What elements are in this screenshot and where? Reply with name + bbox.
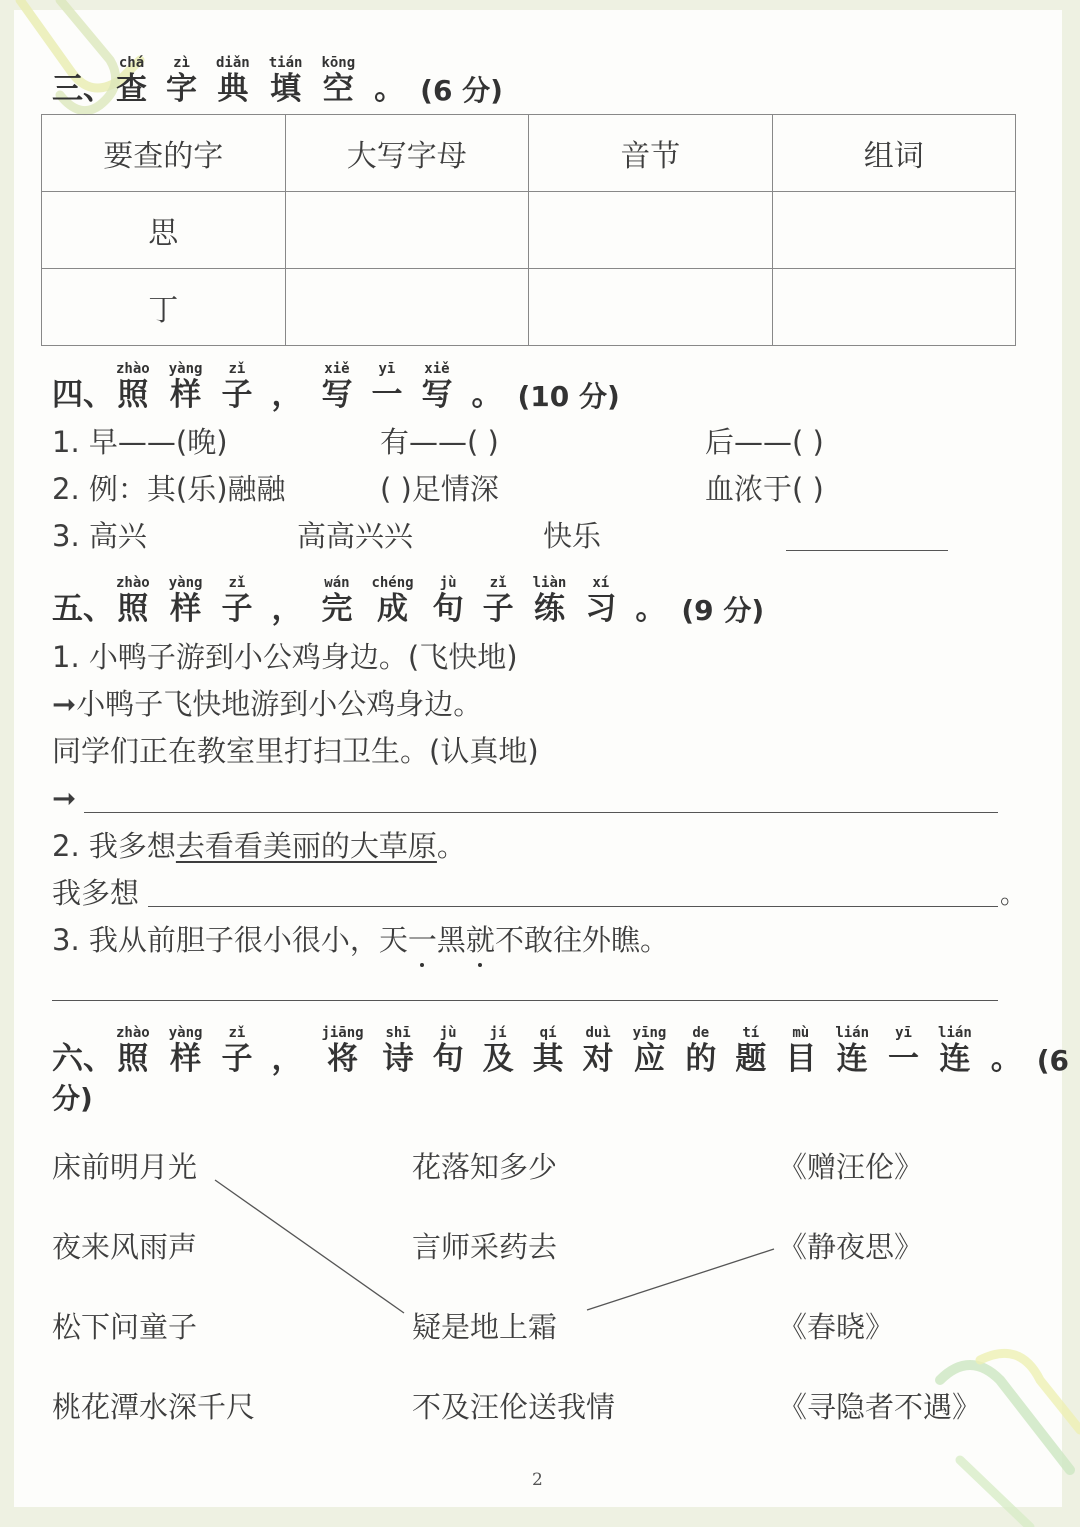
- heading-char: [271, 576, 302, 625]
- pinyin: jiāng: [321, 1025, 364, 1041]
- q2-suffix: 。: [436, 829, 466, 863]
- q3-dotted-char: 一: [407, 923, 437, 957]
- poem-title-4[interactable]: 《寻隐者不遇》: [778, 1390, 982, 1424]
- heading-char: [371, 576, 413, 625]
- heading-char: [169, 362, 203, 411]
- heading-characters: [116, 56, 424, 105]
- answer-cell[interactable]: [285, 192, 529, 269]
- section-number: 三、: [52, 71, 114, 107]
- poem-title-2[interactable]: 《静夜思》: [778, 1230, 924, 1264]
- s5-answer-line-2[interactable]: [148, 906, 998, 907]
- heading-char: [374, 56, 405, 105]
- heading-char: [583, 1026, 614, 1075]
- heading-char: [116, 1026, 150, 1075]
- heading-char: [991, 1026, 1022, 1075]
- pinyin: zǐ: [228, 1025, 246, 1041]
- heading-char: [471, 362, 502, 411]
- hanzi: 连: [939, 1041, 971, 1077]
- heading-char: [735, 1026, 766, 1075]
- pinyin: zǐ: [489, 575, 507, 591]
- hanzi: 。: [471, 377, 503, 413]
- heading-char: [483, 576, 514, 625]
- s5-answer-line-1[interactable]: [84, 812, 998, 813]
- heading-char: [483, 1026, 514, 1075]
- header-cell: 大写字母: [285, 115, 529, 192]
- heading-char: [221, 362, 252, 411]
- section-5-heading: [52, 576, 764, 625]
- pinyin: shī: [385, 1025, 411, 1041]
- s4-item-1c[interactable]: 后——( ): [705, 425, 824, 459]
- hanzi: ，: [271, 591, 303, 627]
- pinyin: zì: [173, 55, 190, 71]
- hanzi: 诗: [382, 1041, 414, 1077]
- poem-title-1[interactable]: 《赠汪伦》: [778, 1150, 924, 1184]
- s4-item-1a: 1. 早——(晚): [52, 425, 228, 459]
- heading-char: [635, 576, 666, 625]
- hanzi: 一: [888, 1041, 920, 1077]
- section-score: (9 分): [681, 594, 765, 627]
- s4-item-3b: 高高兴兴: [297, 519, 414, 553]
- heading-char: [321, 1026, 363, 1075]
- s5-q2-answer-prefix: 我多想: [52, 876, 140, 910]
- s4-answer-blank[interactable]: [786, 550, 948, 551]
- section-6-score-wrap: 分): [52, 1082, 93, 1115]
- hanzi: 照: [117, 1041, 149, 1077]
- answer-cell[interactable]: [772, 192, 1016, 269]
- table-cell: 思: [42, 192, 286, 269]
- pinyin: yàng: [168, 575, 203, 591]
- section-number: 六、: [52, 1041, 114, 1077]
- pinyin: de: [692, 1025, 710, 1041]
- hanzi: 应: [633, 1041, 665, 1077]
- hanzi: 其: [532, 1041, 564, 1077]
- poem-line-middle-3[interactable]: 疑是地上霜: [412, 1310, 558, 1344]
- answer-cell[interactable]: [772, 269, 1016, 346]
- hanzi: ，: [271, 377, 303, 413]
- heading-char: [533, 576, 567, 625]
- hanzi: 题: [735, 1041, 767, 1077]
- heading-char: [169, 576, 203, 625]
- heading-char: [321, 362, 352, 411]
- heading-char: [116, 576, 150, 625]
- hanzi: 空: [322, 71, 354, 107]
- hanzi: ，: [271, 1041, 303, 1077]
- hanzi: 对: [582, 1041, 614, 1077]
- heading-char: [938, 1026, 972, 1075]
- section-6-heading: [52, 1026, 1069, 1075]
- s4-item-2c[interactable]: 血浓于( ): [705, 472, 824, 506]
- heading-char: [116, 362, 150, 411]
- hanzi: 。: [374, 71, 406, 107]
- hanzi: 成: [377, 591, 409, 627]
- poem-line-left-4[interactable]: 桃花潭水深千尺: [52, 1390, 256, 1424]
- poem-title-3[interactable]: 《春晓》: [778, 1310, 895, 1344]
- header-cell: 音节: [529, 115, 773, 192]
- section-number: 五、: [52, 591, 114, 627]
- arrow-icon: ➞: [52, 781, 77, 815]
- pinyin: chéng: [371, 575, 414, 591]
- s4-item-3c: 快乐: [543, 519, 602, 553]
- hanzi: 将: [327, 1041, 359, 1077]
- section-3-heading: [52, 56, 503, 105]
- s5-question-3: [52, 923, 669, 957]
- q3-part-b: 黑: [436, 923, 466, 957]
- hanzi: 字: [166, 71, 197, 107]
- pinyin: jù: [439, 1025, 457, 1041]
- pinyin: zhào: [116, 575, 150, 591]
- heading-char: [269, 56, 303, 105]
- s4-item-2b[interactable]: ( )足情深: [380, 472, 499, 506]
- hanzi: 的: [685, 1041, 717, 1077]
- pinyin: liàn: [532, 575, 567, 591]
- heading-char: [785, 1026, 816, 1075]
- s4-item-1b[interactable]: 有——( ): [380, 425, 499, 459]
- hanzi: 一: [371, 377, 403, 413]
- heading-char: [271, 1026, 302, 1075]
- heading-char: [835, 1026, 869, 1075]
- q3-part-c: 不敢往外瞧。: [494, 923, 669, 957]
- hanzi: 样: [170, 1041, 202, 1077]
- s5-question-2: [52, 829, 466, 863]
- pinyin: tián: [268, 55, 303, 71]
- heading-char: [383, 1026, 414, 1075]
- pinyin: lián: [835, 1025, 870, 1041]
- hanzi: 习: [585, 591, 617, 627]
- dictionary-lookup-table: [41, 114, 1016, 346]
- heading-char: [321, 576, 352, 625]
- hanzi: 写: [321, 377, 353, 413]
- s4-item-3a: 3. 高兴: [52, 519, 147, 553]
- heading-char: [433, 1026, 464, 1075]
- section-number: 四、: [52, 377, 114, 413]
- heading-char: [166, 56, 197, 105]
- pinyin: jù: [439, 575, 457, 591]
- s5-answer-line-3[interactable]: [52, 1000, 998, 1001]
- hanzi: 子: [482, 591, 514, 627]
- heading-char: [533, 1026, 564, 1075]
- pinyin: xí: [592, 575, 610, 591]
- hanzi: 及: [482, 1041, 514, 1077]
- pinyin: yī: [895, 1025, 912, 1041]
- answer-cell[interactable]: [529, 192, 773, 269]
- pinyin: yàng: [168, 1025, 203, 1041]
- hanzi: 样: [170, 591, 202, 627]
- s5-example-answer: ➞小鸭子飞快地游到小公鸡身边。: [52, 687, 483, 721]
- pinyin: yīng: [632, 1025, 667, 1041]
- hanzi: 照: [117, 591, 149, 627]
- hanzi: 查: [116, 71, 147, 107]
- section-score: (6: [1036, 1044, 1070, 1077]
- hanzi: 句: [432, 1041, 464, 1077]
- heading-char: [116, 56, 147, 105]
- q3-part-a: 3. 我从前胆子很小很小，天: [52, 923, 408, 957]
- poem-line-left-2[interactable]: 夜来风雨声: [52, 1230, 198, 1264]
- pinyin: kōng: [321, 55, 356, 71]
- hanzi: 完: [321, 591, 353, 627]
- poem-line-middle-1[interactable]: 花落知多少: [412, 1150, 558, 1184]
- heading-char: [321, 56, 355, 105]
- pinyin: lián: [938, 1025, 972, 1041]
- hanzi: 。: [635, 591, 667, 627]
- heading-char: [585, 576, 616, 625]
- table-cell: 丁: [42, 269, 286, 346]
- table-row: [42, 269, 1016, 346]
- hanzi: 写: [421, 377, 453, 413]
- pinyin: zhào: [116, 1025, 150, 1041]
- hanzi: 连: [836, 1041, 868, 1077]
- pinyin: yàng: [168, 361, 203, 377]
- hanzi: 句: [432, 591, 464, 627]
- q2-prefix: 2. 我多想: [52, 829, 176, 863]
- s5-task-sentence: 同学们正在教室里打扫卫生。(认真地): [52, 734, 539, 768]
- poem-line-middle-4[interactable]: 不及汪伦送我情: [412, 1390, 616, 1424]
- pinyin: xiě: [424, 361, 450, 377]
- heading-char: [221, 576, 252, 625]
- hanzi: 填: [270, 71, 302, 107]
- pinyin: wán: [324, 575, 350, 591]
- hanzi: 典: [217, 71, 249, 107]
- pinyin: jí: [489, 1025, 507, 1041]
- s5-q2-answer-suffix: 。: [1000, 880, 1027, 910]
- pinyin: zǐ: [228, 361, 246, 377]
- hanzi: 目: [785, 1041, 817, 1077]
- heading-char: [169, 1026, 203, 1075]
- heading-char: [685, 1026, 716, 1075]
- pinyin: zǐ: [228, 575, 246, 591]
- pinyin: xiě: [324, 361, 350, 377]
- section-4-heading: [52, 362, 620, 411]
- table-row: [42, 192, 1016, 269]
- header-cell: 组词: [772, 115, 1016, 192]
- answer-cell[interactable]: [285, 269, 529, 346]
- heading-char: [433, 576, 464, 625]
- hanzi: 练: [533, 591, 565, 627]
- hanzi: 。: [990, 1041, 1022, 1077]
- hanzi: 照: [117, 377, 149, 413]
- poem-line-left-3[interactable]: 松下问童子: [52, 1310, 198, 1344]
- heading-char: [421, 362, 452, 411]
- pinyin: diǎn: [216, 55, 250, 71]
- header-cell: 要查的字: [42, 115, 286, 192]
- pinyin: zhào: [116, 361, 150, 377]
- pinyin: duì: [585, 1025, 611, 1041]
- heading-char: [888, 1026, 919, 1075]
- pinyin: chá: [118, 55, 145, 71]
- heading-char: [221, 1026, 252, 1075]
- page-number: 2: [532, 1470, 543, 1490]
- poem-line-middle-2[interactable]: 言师采药去: [412, 1230, 558, 1264]
- section-score: (6 分): [420, 74, 503, 107]
- heading-characters: [116, 362, 521, 411]
- answer-cell[interactable]: [529, 269, 773, 346]
- heading-char: [633, 1026, 667, 1075]
- q2-underlined-phrase: 去看看美丽的大草原: [175, 829, 437, 863]
- s4-item-2a: 2. 例：其(乐)融融: [52, 472, 286, 506]
- pinyin: yī: [378, 361, 396, 377]
- pinyin: mù: [792, 1025, 810, 1041]
- pinyin: qí: [539, 1025, 557, 1041]
- hanzi: 子: [221, 591, 253, 627]
- heading-char: [371, 362, 402, 411]
- s5-question-1: 1. 小鸭子游到小公鸡身边。(飞快地): [52, 640, 518, 674]
- poem-line-left-1[interactable]: 床前明月光: [52, 1150, 198, 1184]
- heading-char: [216, 56, 250, 105]
- heading-characters: [116, 1026, 1041, 1075]
- hanzi: 子: [221, 377, 253, 413]
- section-score: (10 分): [517, 380, 620, 413]
- pinyin: tí: [742, 1025, 760, 1041]
- table-header-row: [42, 115, 1016, 192]
- heading-char: [271, 362, 302, 411]
- hanzi: 子: [221, 1041, 253, 1077]
- hanzi: 样: [170, 377, 202, 413]
- q3-dotted-char: 就: [465, 923, 495, 957]
- heading-characters: [116, 576, 685, 625]
